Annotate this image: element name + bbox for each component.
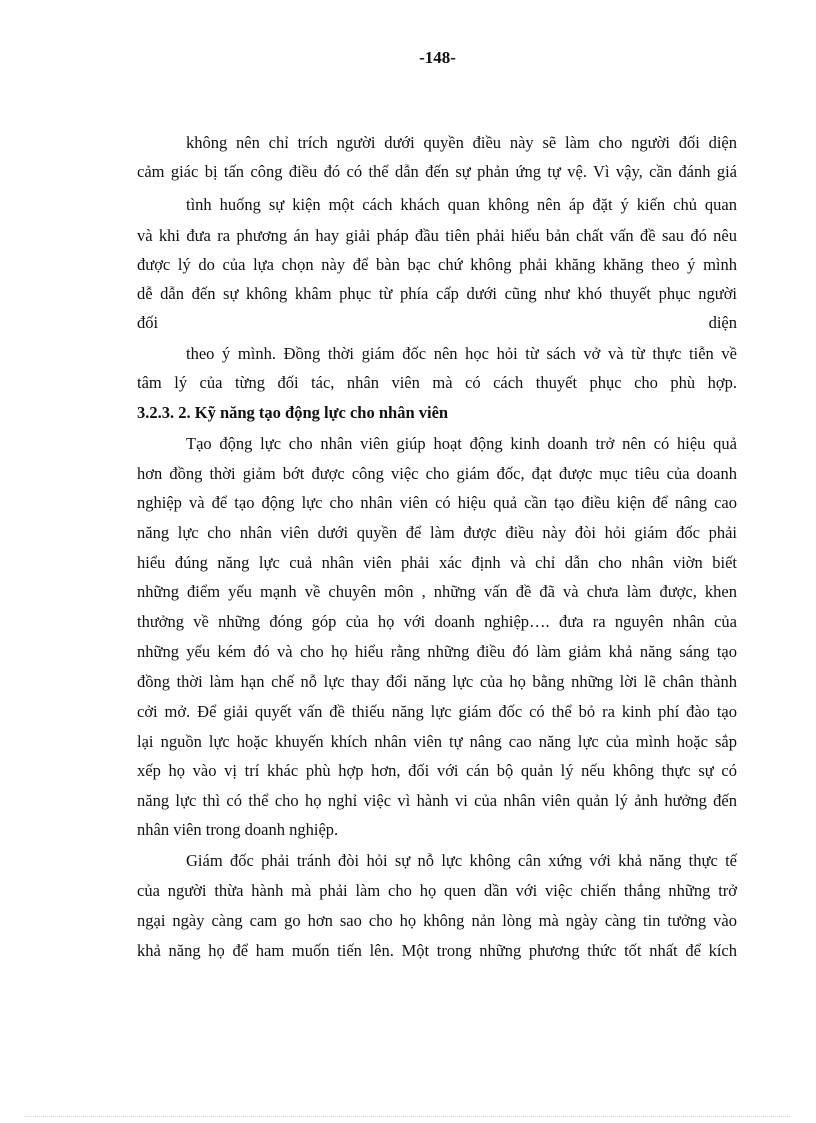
text-line: không nên chỉ trích người dưới quyền điều này sẽ làm cho người đối diện [186, 133, 737, 152]
text-line: theo ý mình. Đồng thời giám đốc nên học hỏi từ sách vở và từ thực tiễn về [186, 344, 737, 363]
text-line: đối diện [137, 313, 737, 332]
text-line: lại nguồn lực hoặc khuyến khích nhân viên tự nâng cao năng lực của mình hoặc sắp [137, 732, 737, 751]
text-line: cởi mở. Để giải quyết vấn đề thiếu năng lực giám đốc có thể bỏ ra kinh phí đào tạo [137, 702, 737, 721]
text-line: nghiệp và để tạo động lực cho nhân viên có hiệu quả cần tạo điều kiện để nâng cao [137, 493, 737, 512]
text-line: của người thừa hành mà phải làm cho họ quen dần với việc chiến thắng những trở [137, 881, 737, 900]
footer-divider [26, 1116, 790, 1117]
text-line: dễ dẫn đến sự không khâm phục từ phía cấp dưới cũng như khó thuyết phục người [137, 284, 737, 303]
text-line: Tạo động lực cho nhân viên giúp hoạt động kinh doanh trở nên có hiệu quả [186, 434, 737, 453]
text-line: và khi đưa ra phương án hay giải pháp đầu tiên phải hiểu bản chất vấn đề sau đó nêu [137, 226, 737, 245]
text-line: thưởng về những đóng góp của họ với doanh nghiệp…. đưa ra nguyên nhân của [137, 612, 737, 631]
text-line: tâm lý của từng đối tác, nhân viên mà có cách thuyết phục cho phù hợp. [137, 373, 737, 392]
text-line: khả năng họ để ham muốn tiến lên. Một trong những phương thức tốt nhất để kích [137, 941, 737, 960]
text-line: hiểu đúng năng lực cuả nhân viên phải xác định và chỉ dẫn cho nhân viờn biết [137, 553, 737, 572]
text-line: đồng thời làm hạn chế nỗ lực thay đổi năng lực của họ bằng những lời lẽ chân thành [137, 672, 737, 691]
text-line: năng lực thì có thể cho họ nghỉ việc vì hành vi của nhân viên quản lý ảnh hưởng đến [137, 791, 737, 810]
text-line: được lý do của lựa chọn này để bàn bạc chứ không phải khăng khăng theo ý mình [137, 255, 737, 274]
text-line: tình huống sự kiện một cách khách quan không nên áp đặt ý kiến chủ quan [186, 195, 737, 214]
text-line: Giám đốc phải tránh đòi hỏi sự nỗ lực không cân xứng với khả năng thực tế [186, 851, 737, 870]
text-line: nhân viên trong doanh nghiệp. [137, 820, 339, 839]
section-heading: 3.2.3. 2. Kỹ năng tạo động lực cho nhân viên [137, 403, 449, 422]
text-line: ngại ngày càng cam go hơn sao cho họ không nản lòng mà ngày càng tin tưởng vào [137, 911, 737, 930]
text-line: xếp họ vào vị trí khác phù hợp hơn, đối với cán bộ quản lý nếu không thực sự có [137, 761, 737, 780]
page-number: -148- [419, 48, 456, 67]
text-line: những yếu kém đó và cho họ hiểu rằng những điều đó làm giảm khả năng sáng tạo [137, 642, 737, 661]
text-line: năng lực cho nhân viên dưới quyền để làm được điều này đòi hỏi giám đốc phải [137, 523, 737, 542]
text-line: hơn đồng thời giảm bớt được công việc cho giám đốc, đạt được mục tiêu của doanh [137, 464, 737, 483]
text-line: cảm giác bị tấn công điều đó có thể dẫn đến sự phản ứng tự vệ. Vì vậy, cần đánh giá [137, 162, 737, 181]
text-line: những điểm yếu mạnh về chuyên môn , những vấn đề đã và chưa làm được, khen [137, 582, 737, 601]
